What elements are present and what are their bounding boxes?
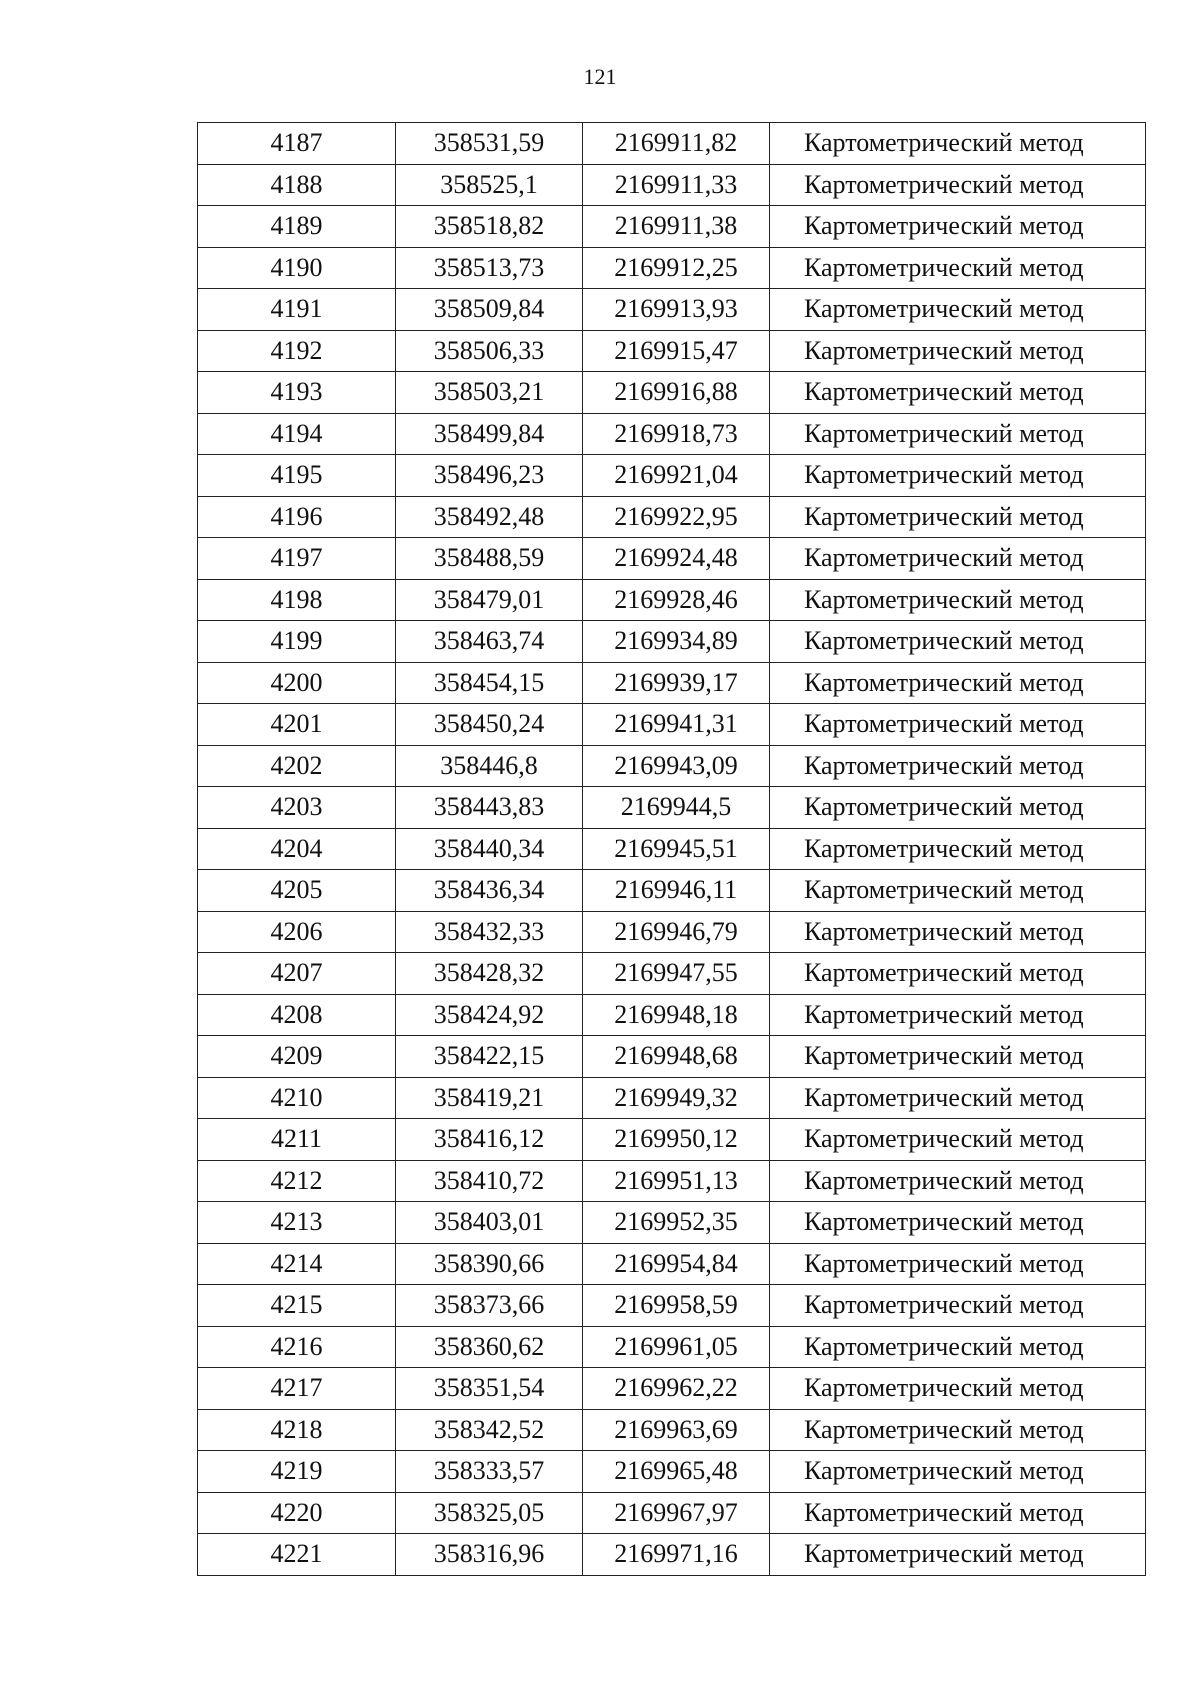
x-coordinate-cell: 358351,54: [396, 1368, 583, 1410]
method-cell: Картометрический метод: [770, 123, 1146, 165]
y-coordinate-cell: 2169948,68: [583, 1036, 770, 1078]
method-cell: Картометрический метод: [770, 1451, 1146, 1493]
table-row: [198, 372, 1146, 414]
point-number-cell: 4196: [198, 496, 396, 538]
x-coordinate-cell: 358463,74: [396, 621, 583, 663]
point-number-cell: 4208: [198, 994, 396, 1036]
method-cell: Картометрический метод: [770, 994, 1146, 1036]
y-coordinate-cell: 2169915,47: [583, 330, 770, 372]
table-row: [198, 206, 1146, 248]
method-cell: Картометрический метод: [770, 621, 1146, 663]
point-number-cell: 4187: [198, 123, 396, 165]
table-row: [198, 994, 1146, 1036]
y-coordinate-cell: 2169911,33: [583, 164, 770, 206]
point-number-cell: 4218: [198, 1409, 396, 1451]
method-cell: Картометрический метод: [770, 745, 1146, 787]
table-row: [198, 662, 1146, 704]
method-cell: Картометрический метод: [770, 372, 1146, 414]
method-cell: Картометрический метод: [770, 1119, 1146, 1161]
table-row: [198, 1368, 1146, 1410]
y-coordinate-cell: 2169921,04: [583, 455, 770, 497]
method-cell: Картометрический метод: [770, 1285, 1146, 1327]
y-coordinate-cell: 2169939,17: [583, 662, 770, 704]
x-coordinate-cell: 358325,05: [396, 1492, 583, 1534]
y-coordinate-cell: 2169944,5: [583, 787, 770, 829]
y-coordinate-cell: 2169954,84: [583, 1243, 770, 1285]
x-coordinate-cell: 358525,1: [396, 164, 583, 206]
point-number-cell: 4210: [198, 1077, 396, 1119]
x-coordinate-cell: 358428,32: [396, 953, 583, 995]
method-cell: Картометрический метод: [770, 1036, 1146, 1078]
table-row: [198, 1077, 1146, 1119]
table-row: [198, 911, 1146, 953]
method-cell: Картометрический метод: [770, 1243, 1146, 1285]
x-coordinate-cell: 358424,92: [396, 994, 583, 1036]
method-cell: Картометрический метод: [770, 1492, 1146, 1534]
x-coordinate-cell: 358509,84: [396, 289, 583, 331]
x-coordinate-cell: 358316,96: [396, 1534, 583, 1576]
method-cell: Картометрический метод: [770, 496, 1146, 538]
table-row: [198, 1285, 1146, 1327]
x-coordinate-cell: 358342,52: [396, 1409, 583, 1451]
x-coordinate-cell: 358390,66: [396, 1243, 583, 1285]
table-row: [198, 579, 1146, 621]
table-row: [198, 828, 1146, 870]
table-row: [198, 1202, 1146, 1244]
x-coordinate-cell: 358443,83: [396, 787, 583, 829]
y-coordinate-cell: 2169943,09: [583, 745, 770, 787]
y-coordinate-cell: 2169946,11: [583, 870, 770, 912]
method-cell: Картометрический метод: [770, 206, 1146, 248]
y-coordinate-cell: 2169928,46: [583, 579, 770, 621]
y-coordinate-cell: 2169946,79: [583, 911, 770, 953]
method-cell: Картометрический метод: [770, 1077, 1146, 1119]
table-row: [198, 413, 1146, 455]
point-number-cell: 4200: [198, 662, 396, 704]
method-cell: Картометрический метод: [770, 1409, 1146, 1451]
y-coordinate-cell: 2169934,89: [583, 621, 770, 663]
table-row: [198, 1243, 1146, 1285]
page-number: 121: [583, 64, 617, 89]
table-row: [198, 704, 1146, 746]
table-row: [198, 1036, 1146, 1078]
y-coordinate-cell: 2169949,32: [583, 1077, 770, 1119]
table-row: [198, 496, 1146, 538]
x-coordinate-cell: 358492,48: [396, 496, 583, 538]
method-cell: Картометрический метод: [770, 330, 1146, 372]
point-number-cell: 4194: [198, 413, 396, 455]
point-number-cell: 4193: [198, 372, 396, 414]
y-coordinate-cell: 2169950,12: [583, 1119, 770, 1161]
method-cell: Картометрический метод: [770, 579, 1146, 621]
y-coordinate-cell: 2169948,18: [583, 994, 770, 1036]
method-cell: Картометрический метод: [770, 164, 1146, 206]
x-coordinate-cell: 358419,21: [396, 1077, 583, 1119]
point-number-cell: 4201: [198, 704, 396, 746]
point-number-cell: 4191: [198, 289, 396, 331]
point-number-cell: 4197: [198, 538, 396, 580]
y-coordinate-cell: 2169918,73: [583, 413, 770, 455]
x-coordinate-cell: 358410,72: [396, 1160, 583, 1202]
y-coordinate-cell: 2169922,95: [583, 496, 770, 538]
method-cell: Картометрический метод: [770, 662, 1146, 704]
method-cell: Картометрический метод: [770, 538, 1146, 580]
point-number-cell: 4195: [198, 455, 396, 497]
y-coordinate-cell: 2169945,51: [583, 828, 770, 870]
x-coordinate-cell: 358446,8: [396, 745, 583, 787]
y-coordinate-cell: 2169951,13: [583, 1160, 770, 1202]
table-row: [198, 1119, 1146, 1161]
method-cell: Картометрический метод: [770, 1326, 1146, 1368]
point-number-cell: 4213: [198, 1202, 396, 1244]
x-coordinate-cell: 358373,66: [396, 1285, 583, 1327]
table-row: [198, 621, 1146, 663]
x-coordinate-cell: 358503,21: [396, 372, 583, 414]
x-coordinate-cell: 358436,34: [396, 870, 583, 912]
x-coordinate-cell: 358479,01: [396, 579, 583, 621]
y-coordinate-cell: 2169947,55: [583, 953, 770, 995]
point-number-cell: 4219: [198, 1451, 396, 1493]
point-number-cell: 4212: [198, 1160, 396, 1202]
table-row: [198, 870, 1146, 912]
x-coordinate-cell: 358416,12: [396, 1119, 583, 1161]
x-coordinate-cell: 358432,33: [396, 911, 583, 953]
method-cell: Картометрический метод: [770, 911, 1146, 953]
x-coordinate-cell: 358422,15: [396, 1036, 583, 1078]
x-coordinate-cell: 358496,23: [396, 455, 583, 497]
method-cell: Картометрический метод: [770, 704, 1146, 746]
x-coordinate-cell: 358506,33: [396, 330, 583, 372]
x-coordinate-cell: 358518,82: [396, 206, 583, 248]
table-row: [198, 289, 1146, 331]
point-number-cell: 4221: [198, 1534, 396, 1576]
table-row: [198, 455, 1146, 497]
method-cell: Картометрический метод: [770, 1534, 1146, 1576]
table-row: [198, 1534, 1146, 1576]
x-coordinate-cell: 358488,59: [396, 538, 583, 580]
coordinates-table: [197, 122, 1146, 1576]
y-coordinate-cell: 2169961,05: [583, 1326, 770, 1368]
y-coordinate-cell: 2169913,93: [583, 289, 770, 331]
point-number-cell: 4204: [198, 828, 396, 870]
y-coordinate-cell: 2169924,48: [583, 538, 770, 580]
y-coordinate-cell: 2169962,22: [583, 1368, 770, 1410]
table-row: [198, 538, 1146, 580]
point-number-cell: 4203: [198, 787, 396, 829]
method-cell: Картометрический метод: [770, 413, 1146, 455]
point-number-cell: 4207: [198, 953, 396, 995]
point-number-cell: 4215: [198, 1285, 396, 1327]
x-coordinate-cell: 358360,62: [396, 1326, 583, 1368]
y-coordinate-cell: 2169941,31: [583, 704, 770, 746]
method-cell: Картометрический метод: [770, 289, 1146, 331]
y-coordinate-cell: 2169916,88: [583, 372, 770, 414]
x-coordinate-cell: 358531,59: [396, 123, 583, 165]
y-coordinate-cell: 2169963,69: [583, 1409, 770, 1451]
x-coordinate-cell: 358403,01: [396, 1202, 583, 1244]
table-row: [198, 1326, 1146, 1368]
y-coordinate-cell: 2169965,48: [583, 1451, 770, 1493]
table-row: [198, 1451, 1146, 1493]
x-coordinate-cell: 358513,73: [396, 247, 583, 289]
y-coordinate-cell: 2169912,25: [583, 247, 770, 289]
x-coordinate-cell: 358454,15: [396, 662, 583, 704]
point-number-cell: 4217: [198, 1368, 396, 1410]
point-number-cell: 4209: [198, 1036, 396, 1078]
table-row: [198, 787, 1146, 829]
table-row: [198, 1409, 1146, 1451]
y-coordinate-cell: 2169952,35: [583, 1202, 770, 1244]
table-row: [198, 330, 1146, 372]
method-cell: Картометрический метод: [770, 828, 1146, 870]
table-row: [198, 1492, 1146, 1534]
x-coordinate-cell: 358499,84: [396, 413, 583, 455]
method-cell: Картометрический метод: [770, 1368, 1146, 1410]
y-coordinate-cell: 2169967,97: [583, 1492, 770, 1534]
point-number-cell: 4206: [198, 911, 396, 953]
point-number-cell: 4199: [198, 621, 396, 663]
point-number-cell: 4198: [198, 579, 396, 621]
point-number-cell: 4205: [198, 870, 396, 912]
method-cell: Картометрический метод: [770, 953, 1146, 995]
point-number-cell: 4220: [198, 1492, 396, 1534]
table-row: [198, 1160, 1146, 1202]
point-number-cell: 4216: [198, 1326, 396, 1368]
point-number-cell: 4190: [198, 247, 396, 289]
x-coordinate-cell: 358333,57: [396, 1451, 583, 1493]
y-coordinate-cell: 2169911,82: [583, 123, 770, 165]
y-coordinate-cell: 2169958,59: [583, 1285, 770, 1327]
method-cell: Картометрический метод: [770, 787, 1146, 829]
point-number-cell: 4188: [198, 164, 396, 206]
method-cell: Картометрический метод: [770, 247, 1146, 289]
table-row: [198, 123, 1146, 165]
coordinates-table-body: [198, 123, 1146, 1576]
method-cell: Картометрический метод: [770, 1160, 1146, 1202]
table-row: [198, 247, 1146, 289]
table-row: [198, 164, 1146, 206]
y-coordinate-cell: 2169911,38: [583, 206, 770, 248]
point-number-cell: 4202: [198, 745, 396, 787]
point-number-cell: 4189: [198, 206, 396, 248]
point-number-cell: 4214: [198, 1243, 396, 1285]
y-coordinate-cell: 2169971,16: [583, 1534, 770, 1576]
table-row: [198, 953, 1146, 995]
method-cell: Картометрический метод: [770, 1202, 1146, 1244]
method-cell: Картометрический метод: [770, 870, 1146, 912]
x-coordinate-cell: 358440,34: [396, 828, 583, 870]
x-coordinate-cell: 358450,24: [396, 704, 583, 746]
point-number-cell: 4211: [198, 1119, 396, 1161]
method-cell: Картометрический метод: [770, 455, 1146, 497]
table-row: [198, 745, 1146, 787]
point-number-cell: 4192: [198, 330, 396, 372]
